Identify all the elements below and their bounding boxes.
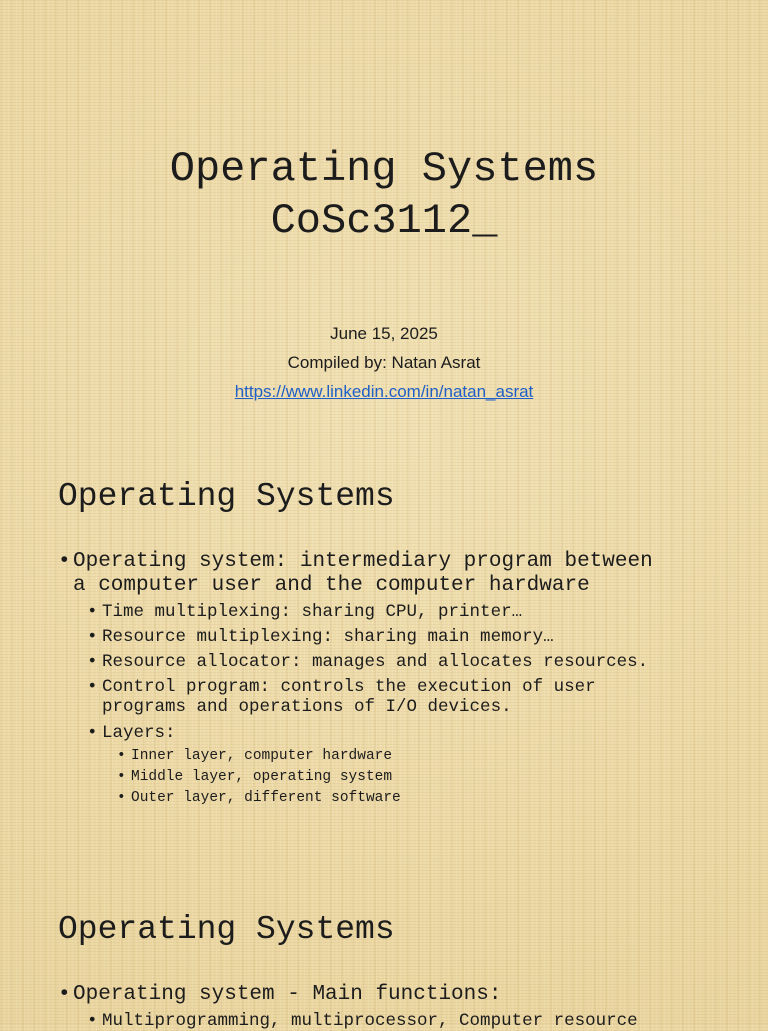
- bullet-text: a computer user and the computer hardware: [73, 574, 590, 597]
- bullet-text: Resource multiplexing: sharing main memory…: [102, 627, 554, 647]
- title-line-2: CoSc3112_: [270, 197, 498, 245]
- slide-heading: Operating Systems: [58, 911, 395, 948]
- bullet-dot: •: [87, 677, 98, 697]
- bullet-dot: •: [87, 652, 98, 672]
- compiled-by-text: Compiled by: Natan Asrat: [287, 353, 481, 372]
- slide-heading: Operating Systems: [58, 478, 395, 515]
- bullet-text: Operating system - Main functions:: [73, 983, 502, 1006]
- slide-operating-systems-overview: [0, 440, 768, 880]
- bullet-text: Middle layer, operating system: [131, 769, 393, 785]
- bullet-dot: •: [87, 723, 98, 743]
- bullet-text: Layers:: [102, 723, 176, 743]
- bullet-text: Time multiplexing: sharing CPU, printer…: [102, 602, 523, 622]
- bullet-dot: •: [117, 769, 126, 785]
- bullet-text: Resource allocator: manages and allocates resources.: [102, 652, 649, 672]
- linkedin-link[interactable]: https://www.linkedin.com/in/natan_asrat: [234, 382, 534, 401]
- bullet-text: Outer layer, different software: [131, 790, 401, 806]
- bullet-text: programs and operations of I/O devices.: [102, 697, 512, 717]
- bullet-dot: •: [87, 627, 98, 647]
- title-line-1: Operating Systems: [169, 145, 599, 193]
- bullet-text: Multiprogramming, multiprocessor, Computer resource: [102, 1011, 638, 1031]
- bullet-dot: •: [117, 790, 126, 806]
- bullet-dot: •: [87, 1011, 98, 1031]
- bullet-text: Operating system: intermediary program between: [73, 550, 653, 573]
- bullet-text: Control program: controls the execution of user: [102, 677, 596, 697]
- date-text: June 15, 2025: [330, 324, 438, 343]
- bullet-text: Inner layer, computer hardware: [131, 748, 393, 764]
- bullet-dot: •: [58, 983, 71, 1006]
- title-slide: [0, 0, 768, 440]
- bullet-dot: •: [87, 602, 98, 622]
- slide-operating-systems-functions: [0, 880, 768, 1031]
- bullet-dot: •: [58, 550, 71, 573]
- bullet-dot: •: [117, 748, 126, 764]
